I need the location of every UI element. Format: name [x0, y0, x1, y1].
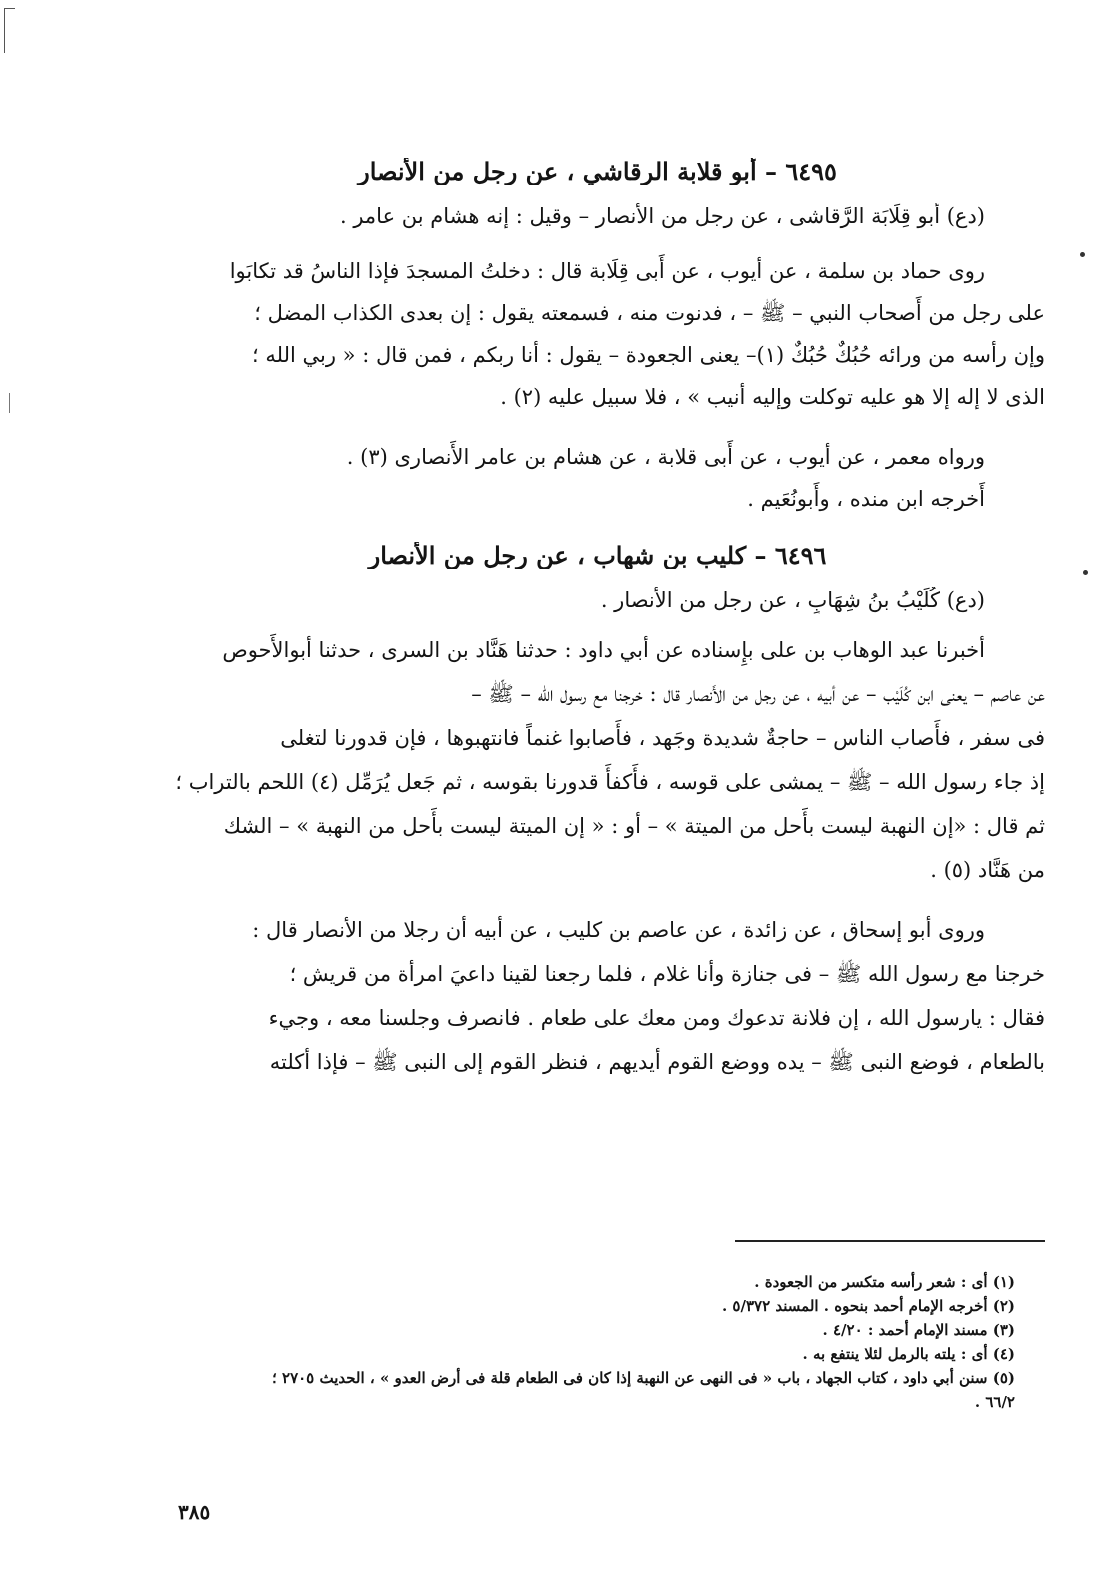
- body-line: أخبرنا عبد الوهاب بن على بإِسناده عن أبي داود : حدثنا هَنَّاد بن السرى ، حدثنا أبوالأَحوص: [222, 638, 985, 662]
- margin-dot: [1083, 570, 1088, 575]
- body-line: خرجنا مع رسول الله ﷺ – فى جنازة وأنا غلام ، فلما رجعنا لقينا داعيَ امرأة من قريش ؛: [289, 962, 1045, 986]
- entry-body-6495: [150, 250, 1045, 418]
- footnote: (٣) مسند الإمام أحمد : ٤/٢٠ .: [822, 1321, 1015, 1339]
- footnote: (٢) أخرجه الإمام أحمد بنحوه . المسند ٥/٣٧٢ .: [721, 1297, 1015, 1315]
- entry-heading-6496: ٦٤٩٦ – كليب بن شهاب ، عن رجل من الأنصار: [368, 542, 827, 569]
- footnote: (٤) أى : يلته بالرمل لئلا ينتفع به .: [802, 1345, 1015, 1363]
- margin-dot: [1080, 252, 1085, 257]
- body-line: فقال : يارسول الله ، إن فلانة تدعوك ومن معك على طعام . فانصرف وجلسنا معه ، وجيء: [268, 1006, 1045, 1030]
- entry-body-6496: [150, 628, 1045, 892]
- entry-heading-6495: ٦٤٩٥ – أبو قلابة الرقاشي ، عن رجل من الأنصار: [358, 158, 837, 185]
- riwaya-line: ورواه معمر ، عن أيوب ، عن أَبى قلابة ، عن هشام بن عامر الأَنصارى (٣) .: [346, 445, 985, 469]
- scan-edge-mark: [4, 8, 15, 53]
- footnote: ٦٦/٢ .: [974, 1393, 1015, 1411]
- body-line: وروى أبو إسحاق ، عن زائدة ، عن عاصم بن كليب ، عن أبيه أن رجلا من الأنصار قال :: [252, 918, 985, 942]
- body-line: وإن رأسه من ورائه حُبُكٌ حُبُكٌ (١)– يعنى الجعودة – يقول : أنا ربكم ، فمن قال : « ربي الله ؛: [252, 343, 1045, 367]
- takhrij-line: أَخرجه ابن منده ، وأَبونُعَيم .: [747, 487, 985, 511]
- body-line: ثم قال : «إن النهبة ليست بأَحل من الميتة » – أو : « إن الميتة ليست بأَحل من النهبة » – الشك: [223, 814, 1045, 838]
- body-line: عن عاصم – يعنى ابن كُلَيْب – عن أبيه ، عن رجل من الأَنصار قال : خرجنا مع رسول الله – ﷺ –: [471, 682, 1045, 706]
- main-text: [150, 150, 1045, 1084]
- body-line: روى حماد بن سلمة ، عن أيوب ، عن أَبى قِلَابة قال : دخلتُ المسجدَ فإذا الناسُ قد تكابَوا: [229, 259, 985, 283]
- margin-tick: [9, 393, 10, 413]
- entry-intro-6495: (دع) أبو قِلَابَة الرَّقاشى ، عن رجل من الأَنصار – وقيل : إنه هشام بن عامر .: [339, 204, 985, 228]
- footnote: (١) أى : شعر رأسه متكسر من الجعودة .: [754, 1273, 1015, 1291]
- body-line: على رجل من أَصحاب النبي – ﷺ – ، فدنوت منه ، فسمعته يقول : إن بعدى الكذاب المضل ؛: [254, 301, 1045, 325]
- footnote: (٥) سنن أبي داود ، كتاب الجهاد ، باب « فى النهى عن النهبة إذا كان فى الطعام قلة فى أرض العدو » ، الحديث ٢٧٠٥ ؛: [272, 1369, 1015, 1387]
- entry-body2-6496: [150, 908, 1045, 1084]
- footnotes: [150, 1270, 1045, 1414]
- body-line: فى سفر ، فأَصاب الناس – حاجةٌ شديدة وجَهد ، فأَصابوا غنماً فانتهبوها ، فإن قدورنا لتغلى: [280, 726, 1045, 750]
- entry-intro-6496: (دع) كُلَيْبُ بنُ شِهَابٍ ، عن رجل من الأَنصار .: [600, 588, 985, 612]
- footnote-separator: [735, 1240, 1045, 1242]
- body-line: إذ جاء رسول الله – ﷺ – يمشى على قوسه ، فأَكفأَ قدورنا بقوسه ، ثم جَعل يُرَمِّل (٤) اللحم بالتراب ؛: [175, 770, 1045, 794]
- body-line: من هَنَّاد (٥) .: [930, 858, 1045, 882]
- page-number: ٣٨٥: [178, 1500, 211, 1524]
- body-line: بالطعام ، فوضع النبى ﷺ – يده ووضع القوم أيديهم ، فنظر القوم إلى النبى ﷺ – فإذا أكلته: [269, 1050, 1045, 1074]
- body-line: الذى لا إله إلا هو عليه توكلت وإليه أنيب » ، فلا سبيل عليه (٢) .: [500, 385, 1045, 409]
